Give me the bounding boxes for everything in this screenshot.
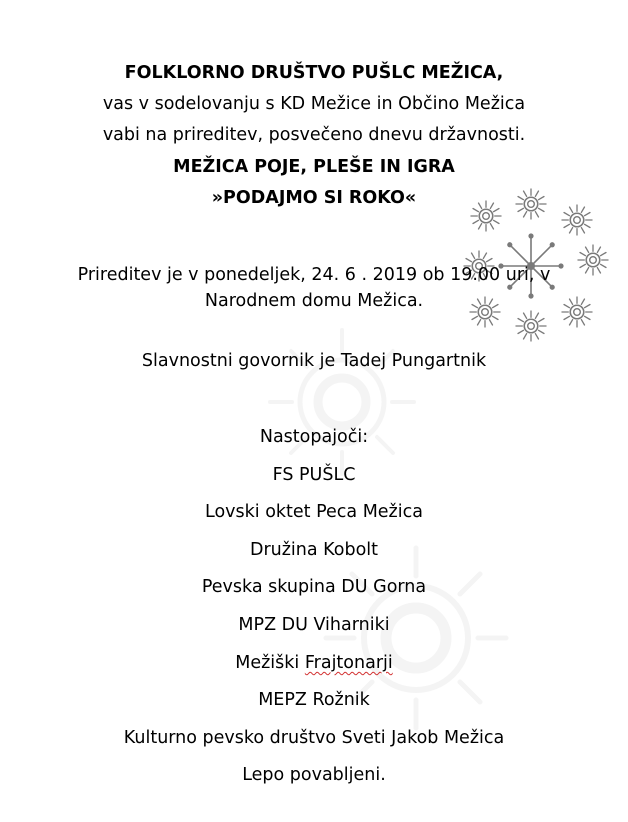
performer-item: FS PUŠLC xyxy=(272,465,356,485)
small-sun-icon xyxy=(562,205,592,235)
organizer-line: FOLKLORNO DRUŠTVO PUŠLC MEŽICA, xyxy=(124,63,504,83)
performer-item: MPZ DU Viharniki xyxy=(238,615,390,635)
performer-item: Pevska skupina DU Gorna xyxy=(201,577,427,597)
invite-line: vabi na prireditev, posvečeno dnevu državnosti. xyxy=(102,125,526,145)
date-line: Prireditev je v ponedeljek, 24. 6 . 2019 ob 19.00 uri, v xyxy=(77,265,551,285)
performer-word: Mežiški xyxy=(235,653,300,673)
performer-item: Lovski oktet Peca Mežica xyxy=(205,502,423,522)
performer-item: Družina Kobolt xyxy=(249,540,379,560)
cooperation-line: vas v sodelovanju s KD Mežice in Občino Mežica xyxy=(102,94,526,114)
performer-item: MEPZ Rožnik xyxy=(258,690,370,710)
performer-item: Kulturno pevsko društvo Sveti Jakob Mežica xyxy=(123,728,505,748)
event-title: MEŽICA POJE, PLEŠE IN IGRA xyxy=(173,157,455,177)
closing-line: Lepo povabljeni. xyxy=(242,765,386,785)
venue-line: Narodnem domu Mežica. xyxy=(204,291,424,311)
sun-watermark-icon xyxy=(262,322,422,482)
small-sun-icon xyxy=(516,311,546,341)
performer-word-spellcheck: Frajtonarji xyxy=(304,653,393,673)
event-subtitle: »PODAJMO SI ROKO« xyxy=(211,188,417,208)
performers-heading: Nastopajoči: xyxy=(259,427,369,447)
speaker-line: Slavnostni govornik je Tadej Pungartnik xyxy=(141,351,487,371)
performer-item xyxy=(0,652,628,674)
